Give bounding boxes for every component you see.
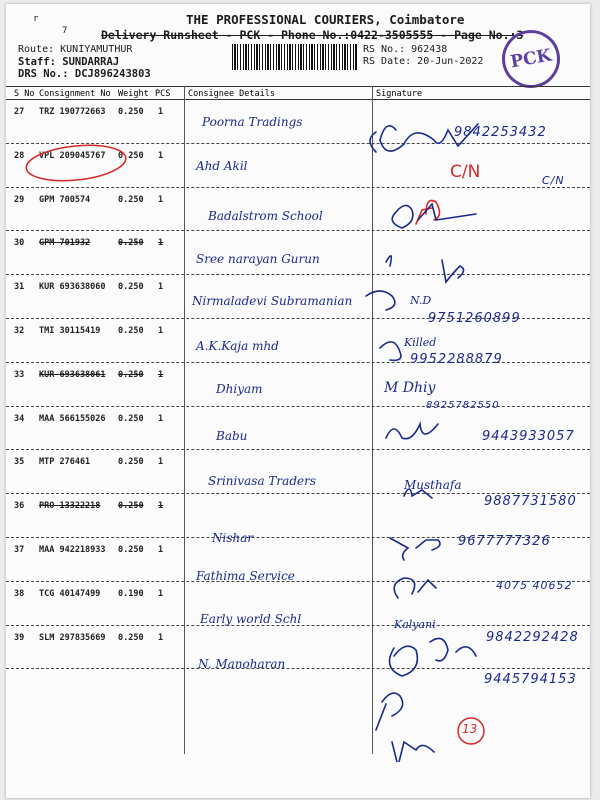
col-header-signature: Signature — [376, 89, 423, 99]
header-rule — [6, 86, 590, 87]
signature-name: Killed — [404, 336, 437, 349]
corner-mark: r — [33, 14, 39, 24]
corner-mark: 7 — [62, 26, 68, 36]
signature-name: N.D — [410, 294, 432, 307]
consignee-handwriting: Sree narayan Gurun — [196, 252, 320, 266]
row-consignment-no: MAA 566155026 — [39, 413, 106, 424]
page-total: 13 — [462, 722, 478, 736]
row-pcs: 1 — [158, 107, 164, 117]
row-sno: 27 — [14, 107, 25, 117]
row-pcs: 1 — [158, 588, 164, 599]
row-pcs: 1 — [158, 282, 164, 293]
row-consignment-no: MAA 942218933 — [39, 545, 106, 555]
consignee-handwriting: N. Manoharan — [198, 657, 286, 671]
signature-phone: 9677777326 — [458, 534, 551, 549]
row-sno: 33 — [14, 369, 25, 380]
row-pcs: 1 — [158, 150, 164, 161]
col-header-weight: Weight — [118, 89, 149, 99]
rs-number: RS No.: 962438 — [363, 44, 448, 55]
row-pcs: 1 — [158, 501, 164, 512]
row-pcs: 1 — [158, 369, 164, 380]
row-sno: 28 — [14, 150, 25, 161]
row-weight: 0.250 — [118, 369, 144, 380]
consignee-handwriting: Fathima Service — [196, 569, 295, 583]
row-consignment-no: VPL 209045767 — [39, 150, 106, 161]
consignee-handwriting: Nishar — [212, 531, 254, 545]
pck-stamp: PCK — [497, 25, 564, 92]
row-sno: 32 — [14, 326, 25, 336]
document-title: THE PROFESSIONAL COURIERS, Coimbatore — [186, 12, 465, 27]
row-pcs: 1 — [158, 238, 164, 249]
signature-phone: 9751260899 — [428, 311, 521, 326]
consignee-handwriting: Poorna Tradings — [202, 115, 303, 129]
row-weight: 0.250 — [118, 238, 144, 249]
red-circle-mark — [22, 142, 132, 186]
row-pcs: 1 — [158, 413, 164, 424]
side-note: C/N — [542, 174, 565, 187]
runsheet-page — [6, 4, 590, 798]
col-header-sno: S No — [14, 89, 35, 99]
row-consignment-no: KUR 693638061 — [39, 369, 106, 380]
row-consignment-no: GPM 700574 — [39, 194, 91, 205]
signature-phone: 9445794153 — [484, 672, 577, 687]
consignee-handwriting: Babu — [216, 429, 248, 443]
signature-name: Musthafa — [404, 478, 462, 492]
signature-phone: 9842292428 — [486, 630, 579, 645]
row-sno: 38 — [14, 588, 25, 599]
row-pcs: 1 — [158, 545, 164, 555]
consignee-handwriting: Dhiyam — [216, 382, 263, 396]
row-weight: 0.250 — [118, 282, 144, 293]
row-consignment-no: MTP 276461 — [39, 457, 91, 468]
col-header-pcs: PCS — [155, 89, 171, 99]
signature-numbers: 4075 40652 — [496, 579, 573, 592]
row-sno: 29 — [14, 194, 25, 205]
row-weight: 0.250 — [118, 326, 144, 336]
drs-label: DRS No.: DCJ896243803 — [18, 68, 151, 80]
row-weight: 0.250 — [118, 501, 144, 512]
staff-label: Staff: SUNDARRAJ — [18, 56, 120, 68]
row-sno: 36 — [14, 501, 25, 512]
signature-name: M Dhiy — [384, 380, 436, 396]
row-consignment-no: TMI 30115419 — [39, 326, 101, 336]
col-header-consignee: Consignee Details — [188, 89, 275, 99]
rs-date: RS Date: 20-Jun-2022 — [363, 56, 484, 67]
consignee-handwriting: Srinivasa Traders — [208, 474, 316, 488]
signature-phone: 9443933057 — [482, 429, 575, 444]
consignee-handwriting: Badalstrom School — [208, 209, 323, 223]
consignee-handwriting: Early world Schl — [200, 612, 302, 626]
header-rule — [6, 99, 590, 100]
row-consignment-no: KUR 693638060 — [39, 282, 106, 293]
row-sno: 31 — [14, 282, 25, 293]
consignee-handwriting: A.K.Kaja mhd — [196, 339, 279, 353]
row-weight: 0.250 — [118, 413, 144, 424]
row-consignment-no: TCG 40147499 — [39, 588, 101, 599]
signature-name: Kalyani — [394, 618, 436, 631]
row-sno: 30 — [14, 238, 25, 249]
signature-phone: 8925782550 — [426, 400, 500, 411]
row-pcs: 1 — [158, 194, 164, 205]
row-sno: 39 — [14, 632, 25, 643]
row-weight: 0.250 — [118, 632, 144, 643]
row-weight: 0.250 — [118, 457, 144, 468]
document-subtitle: Delivery Runsheet - PCK - Phone No.:0422-3505555 - Page No.:3 — [101, 28, 524, 42]
route-label: Route: KUNIYAMUTHUR — [18, 44, 133, 55]
row-pcs: 1 — [158, 326, 164, 336]
row-consignment-no: GPM 701932 — [39, 238, 91, 249]
row-weight: 0.250 — [118, 150, 144, 161]
row-weight: 0.190 — [118, 588, 144, 599]
row-weight: 0.250 — [118, 194, 144, 205]
consignee-handwriting: Nirmaladevi Subramanian — [192, 294, 353, 308]
signature-phone: 9887731580 — [484, 494, 577, 509]
consignee-handwriting: Ahd Akil — [196, 159, 248, 173]
delivery-status-note: C/N — [450, 162, 481, 182]
row-consignment-no: SLM 297835669 — [39, 632, 106, 643]
row-sno: 37 — [14, 545, 25, 555]
row-sno: 35 — [14, 457, 25, 468]
row-sno: 34 — [14, 413, 25, 424]
signature-phone: 9952288879 — [410, 352, 503, 367]
row-weight: 0.250 — [118, 545, 144, 555]
barcode — [232, 44, 358, 70]
signature-phone: 9842253432 — [454, 125, 547, 140]
col-header-consignment: Consignment No — [39, 89, 111, 99]
row-pcs: 1 — [158, 632, 164, 643]
row-weight: 0.250 — [118, 107, 144, 117]
row-consignment-no: TRZ 190772663 — [39, 107, 106, 117]
row-pcs: 1 — [158, 457, 164, 468]
row-consignment-no: PRO 13322218 — [39, 501, 101, 512]
